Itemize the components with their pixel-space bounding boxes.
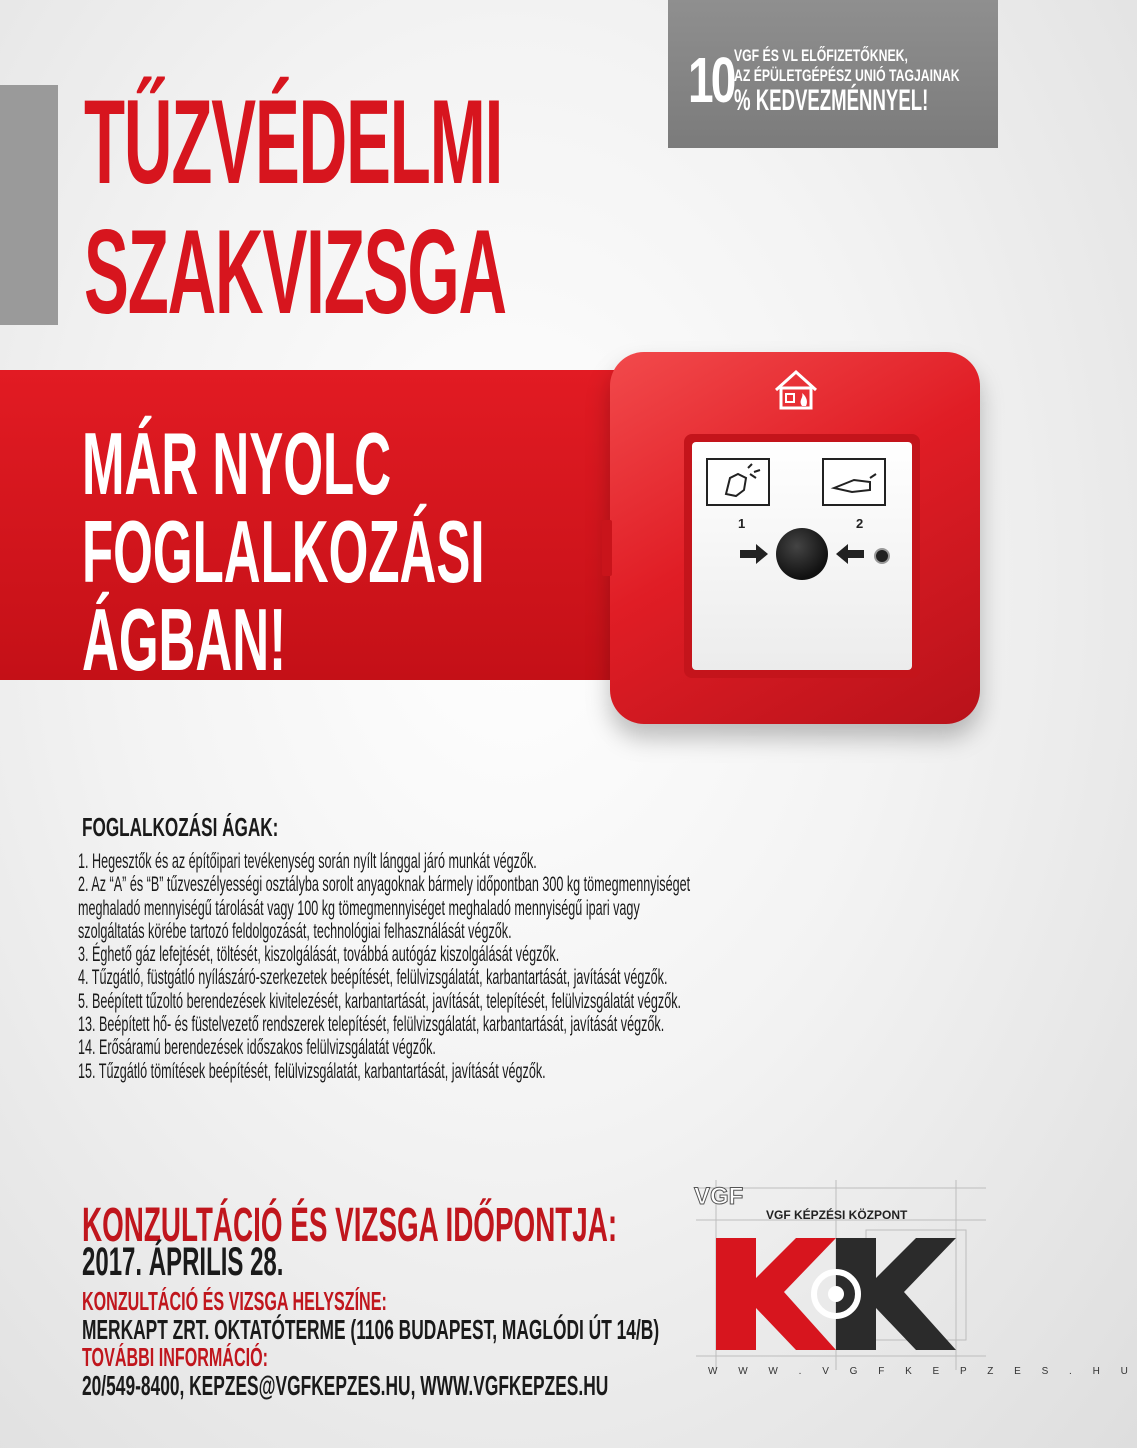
house-fire-icon <box>772 368 820 412</box>
break-glass-icon <box>706 458 770 506</box>
list-item: szolgáltatás körébe tartozó feldolgozását, technológiai felhasználását végzők. <box>78 919 512 943</box>
list-item: 4. Tűzgátló, füstgátló nyílászáró-szerkezetek beépítését, felülvizsgálatát, karbantartását, javítását végzők. <box>78 966 668 990</box>
exam-date: 2017. ÁPRILIS 28. <box>82 1240 284 1284</box>
logo-subtitle: VGF KÉPZÉSI KÖZPONT <box>766 1208 908 1222</box>
list-item: 15. Tűzgátló tömítések beépítését, felülvizsgálatát, karbantartását, javítását végzők. <box>78 1059 546 1083</box>
main-title-line-1: TŰZVÉDELMI <box>84 75 503 209</box>
occupations-heading: FOGLALKOZÁSI ÁGAK: <box>82 812 279 842</box>
device-glass-panel <box>692 442 912 670</box>
alarm-press-button <box>776 528 828 580</box>
main-title-line-2: SZAKVIZSGA <box>84 205 506 339</box>
indicator-led <box>874 548 890 564</box>
schedule-heading: KONZULTÁCIÓ ÉS VIZSGA IDŐPONTJA: <box>82 1199 618 1252</box>
contact-text: 20/549-8400, KEPZES@VGFKEPZES.HU, WWW.VGFKEPZES.HU <box>82 1370 609 1401</box>
step-2-label: 2 <box>856 516 864 531</box>
arrow-left-icon <box>834 542 864 566</box>
discount-line-3: % KEDVEZMÉNNYEL! <box>734 84 929 117</box>
occupations-list <box>78 850 738 1083</box>
band-line-3: ÁGBAN! <box>82 590 287 689</box>
venue-label: KONZULTÁCIÓ ÉS VIZSGA HELYSZÍNE: <box>82 1286 387 1316</box>
logo-brand-text: VGF <box>694 1183 744 1210</box>
fire-alarm-call-point-image <box>610 352 980 724</box>
list-item: 5. Beépített tűzoltó berendezések kivitelezését, karbantartását, javítását, telepítését, felülvizsgálatát végzők. <box>78 989 682 1013</box>
list-item: 3. Éghető gáz lefejtését, töltését, kiszolgálását, továbbá autógáz kiszolgálását végzők. <box>78 943 560 967</box>
left-accent-bar <box>0 85 58 325</box>
vgf-kepzesi-kozpont-logo <box>686 1180 1137 1380</box>
list-item: 1. Hegesztők és az építőipari tevékenység során nyílt lánggal járó munkát végzők. <box>78 850 537 873</box>
discount-number: 10 <box>688 44 734 116</box>
info-label: TOVÁBBI INFORMÁCIÓ: <box>82 1342 268 1372</box>
logo-website: W W W . V G F K E P Z E S . H U <box>708 1366 1137 1377</box>
press-button-icon <box>822 458 886 506</box>
discount-banner <box>668 0 998 148</box>
list-item: 14. Erősáramú berendezések időszakos felülvizsgálatát végzők. <box>78 1036 436 1060</box>
arrow-right-icon <box>740 542 770 566</box>
device-side-tab <box>602 520 612 576</box>
list-item: meghaladó mennyiségű tárolását vagy 100 kg tömegmennyiséget meghaladó mennyiségű ipari vagy <box>78 896 640 920</box>
list-item: 13. Beépített hő- és füstelvezető rendszerek telepítését, felülvizsgálatát, karbantartását, javítását végzők. <box>78 1013 665 1037</box>
list-item: 2. Az “A” és “B” tűzveszélyességi osztályba sorolt anyagoknak bármely időpontban 300 kg tömegmennyiséget <box>78 873 691 897</box>
step-1-label: 1 <box>738 516 746 531</box>
venue-text: MERKAPT ZRT. OKTATÓTERME (1106 BUDAPEST, MAGLÓDI ÚT 14/B) <box>82 1314 660 1345</box>
discount-line-1: VGF ÉS VL ELŐFIZETŐKNEK, <box>734 46 908 65</box>
band-line-2: FOGLALKOZÁSI <box>82 502 485 601</box>
device-window-frame <box>684 434 920 678</box>
band-line-1: MÁR NYOLC <box>82 414 392 513</box>
discount-line-2: AZ ÉPÜLETGÉPÉSZ UNIÓ TAGJAINAK <box>734 66 960 85</box>
